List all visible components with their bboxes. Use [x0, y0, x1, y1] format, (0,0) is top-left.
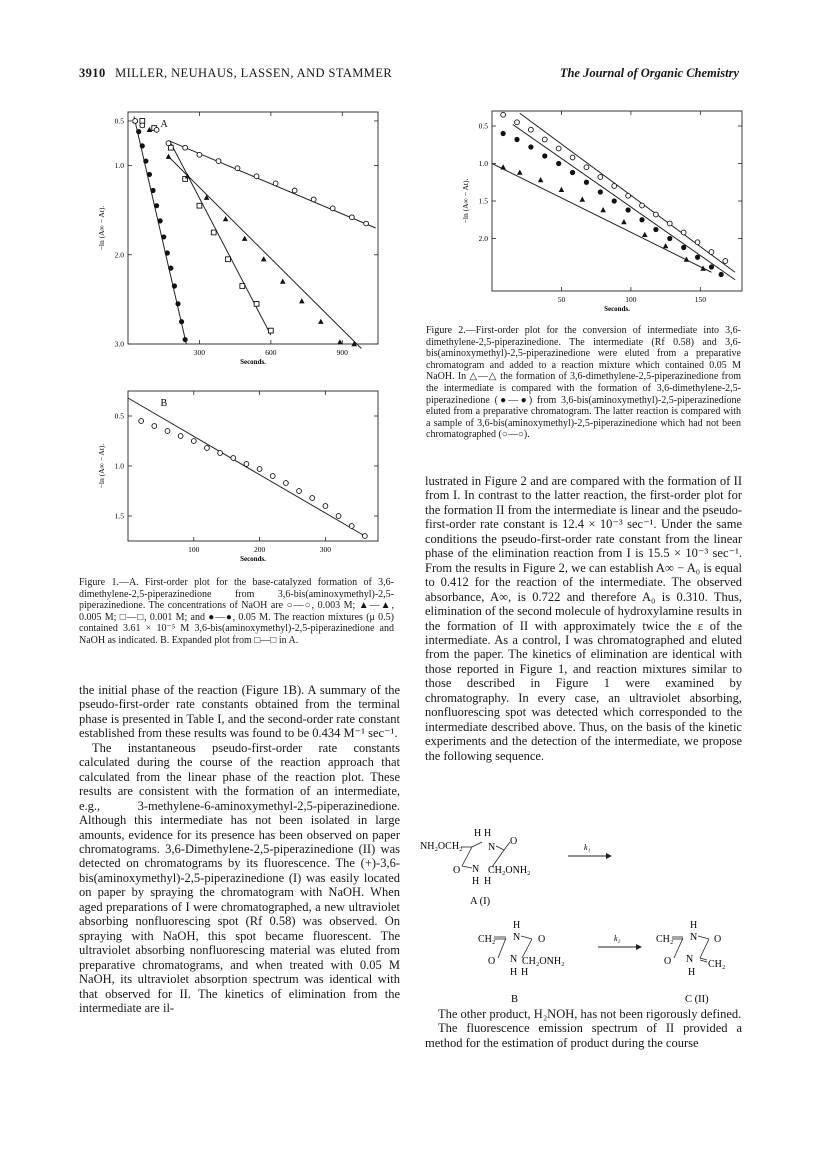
y-tick-label: 1.5: [478, 196, 488, 206]
data-point: [323, 504, 328, 509]
figure-2-chart: [448, 103, 748, 321]
structure-b-label: B: [511, 994, 519, 1005]
y-tick-label: 1.0: [478, 159, 488, 168]
atom-h: H: [474, 828, 482, 839]
atom-n: N: [513, 932, 521, 943]
data-point: [183, 145, 188, 150]
data-point: [136, 129, 141, 134]
panel-label: A: [160, 119, 168, 130]
data-point: [542, 137, 547, 142]
journal-title: The Journal of Organic Chemistry: [559, 66, 739, 80]
data-point: [559, 187, 565, 192]
y-tick-label: 0.5: [114, 116, 124, 126]
data-point: [280, 279, 286, 284]
data-point: [254, 301, 259, 306]
y-axis-label: −ln (A∞ − At).: [97, 443, 106, 489]
data-point: [147, 172, 152, 177]
data-point: [528, 144, 533, 149]
paragraph: lustrated in Figure 2 and are compared with the formation of II from I. In contrast to the latter reaction, the first-order plot for the formation II from the intermediate is linear and the pseudo-first-order rate constant is 12.4 × 10⁻³ sec⁻¹. Under the same conditions the pseudo-first-order rate constant from the linear phase of the elimination reaction from I is 15.5 × 10⁻³ sec⁻¹. From the results in Figure 2, we can establish A∞ − A₀ is equal to 0.412 for the reaction of the intermediate. The observed absorbance, A∞, is 0.722 and therefore A₀ is 0.310. Thus, elimination of the second molecule of hydroxylamine results in the formation of II with approximately twice the ε of the intermediate. As a control, I was chromatographed and eluted from the paper. The kinetics of elimination are identical with those reported in Figure 1, and reaction mixtures similar to those described in Figure 1 were examined by chromatography. In every case, an ultraviolet absorbing, nonfluorescing spot was detected which corresponded to the intermediate described above. Thus, on the basis of the kinetic experiments and the detection of the intermediate, we propose the following sequence.: [425, 474, 742, 763]
atom-o: O: [664, 956, 672, 967]
paragraph: The fluorescence emission spectrum of II provided a method for the estimation of product during the course: [425, 1021, 742, 1050]
data-point: [598, 189, 603, 194]
data-point: [183, 337, 188, 342]
data-point: [695, 240, 700, 245]
b-substituent-left: CH₂: [478, 934, 496, 945]
data-point: [570, 170, 575, 175]
atom-n: N: [686, 954, 694, 965]
paragraph: The instantaneous pseudo-first-order rate constants calculated during the course of the reaction approach that calculated from the linear phase of the reaction plot. These results are consistent with the formation of an intermediate, e.g., 3-methylene-6-aminoxymethyl-2,5-piperazinedione. Although this intermediate has not been isolated in large amounts, evidence for its presence has been observed on paper chromatograms. 3,6-Dimethylene-2,5-piperazinedione (II) was detected on chromatograms by its fluorescence. The (+)-3,6-bis(aminoxymethyl)-2,5-piperazinedione (I) was easily located on paper by spraying the chromatogram with NaOH. When aged preparations of I were chromatographed, a new ultraviolet absorbing nonfluorescing spot (Rf 0.58) was observed. On spraying with NaOH, this spot became fluorescent. The ultraviolet absorbing nonfluorescing material was eluted from preparative chromatograms, and when treated with 0.05 M NaOH, its ultraviolet absorption spectrum was identical with that observed for II. The kinetics of elimination from the intermediate are il-: [79, 740, 400, 1015]
data-point: [556, 161, 561, 166]
plot-frame: [128, 391, 378, 541]
right-column-text: [425, 474, 742, 763]
figure-2-caption: Figure 2.—First-order plot for the conversion of intermediate into 3,6-dimethylene-2,5-piperazinedione. The intermediate (Rf 0.58) and 3,6-bis(aminoxymethyl)-2,5-piperazinedione were eluted from a preparative chromatogram and added to a reaction mixture which contained 0.05 M NaOH. In △—△ the formation of 3,6-dimethylene-2,5-piperazinedione from the intermediate is compared with the formation of 3,6-dimethylene-2,5-piperazinedione (●—●) from 3,6-bis(aminoxymethyl)-2,5-piperazinedione eluted from a preparative chromatogram. The latter reaction is compared with a sample of 3,6-bis(aminoxymethyl)-2,5-piperazinedione which had not been chromatographed (○—○).: [426, 325, 741, 441]
running-header-left: [79, 66, 392, 81]
x-tick-label: 150: [694, 295, 706, 304]
data-point: [179, 319, 184, 324]
data-point: [143, 158, 148, 163]
atom-n: N: [510, 954, 518, 965]
fit-line: [492, 164, 711, 273]
y-axis-label: −ln (A∞ − At).: [461, 178, 470, 224]
atom-n: N: [472, 864, 480, 875]
data-point: [158, 218, 163, 223]
data-point: [695, 255, 700, 260]
structure-a-label: A (I): [470, 896, 491, 907]
paragraph: the initial phase of the reaction (Figure 1B). A summary of the pseudo-first-order rate constants obtained from the terminal phase is presented in Table I, and the second-order rate constant established from these results was found to be 0.434 M⁻¹ sec⁻¹.: [79, 683, 400, 741]
data-point: [600, 207, 606, 212]
data-point: [639, 217, 644, 222]
atom-h: H: [513, 920, 521, 931]
data-point: [254, 174, 259, 179]
y-axis-label: −ln (A∞ − At).: [97, 205, 106, 251]
y-tick-label: 2.0: [114, 250, 124, 260]
atom-h: H: [690, 920, 698, 931]
structure-c: [656, 920, 725, 1005]
data-point: [197, 152, 202, 157]
a-substituent-left: NH₂OCH₂: [420, 841, 463, 852]
data-point: [612, 184, 617, 189]
data-point: [579, 197, 585, 202]
data-point: [223, 216, 229, 221]
atom-h: H: [484, 828, 492, 839]
data-point: [133, 119, 138, 124]
data-point: [165, 429, 170, 434]
authors: MILLER, NEUHAUS, LASSEN, AND STAMMER: [115, 66, 393, 80]
structure-c-label: C (II): [685, 994, 709, 1005]
data-point: [584, 165, 589, 170]
atom-o: O: [453, 865, 461, 876]
right-column-text-bottom: [425, 1007, 742, 1050]
data-point: [667, 221, 672, 226]
data-point: [257, 467, 262, 472]
y-tick-label: 0.5: [478, 121, 488, 131]
data-point: [584, 180, 589, 185]
y-tick-label: 2.0: [478, 234, 488, 243]
data-point: [139, 419, 144, 424]
data-point: [318, 319, 324, 324]
data-point: [226, 257, 231, 262]
figure-1b-chart: [76, 383, 386, 575]
structure-b: [478, 920, 565, 1005]
data-point: [273, 181, 278, 186]
data-point: [292, 188, 297, 193]
data-point: [205, 446, 210, 451]
y-tick-label: 1.0: [114, 461, 124, 471]
fit-line: [513, 125, 735, 280]
y-tick-label: 3.0: [114, 339, 124, 349]
data-point: [310, 496, 315, 501]
b-substituent-right: CH₂ONH₂: [522, 956, 565, 967]
rate-constant-k1: k₁: [584, 843, 591, 852]
data-point: [626, 193, 631, 198]
a-substituent-right: CH₂ONH₂: [488, 865, 531, 876]
y-tick-label: 1.5: [114, 511, 124, 521]
arrow-k2: [598, 934, 642, 950]
data-point: [299, 298, 305, 303]
data-point: [719, 272, 724, 277]
data-point: [700, 266, 706, 271]
data-point: [681, 230, 686, 235]
data-point: [165, 250, 170, 255]
data-point: [349, 524, 354, 529]
atom-h: H: [484, 876, 492, 887]
data-point: [244, 462, 249, 467]
atom-o: O: [538, 934, 546, 945]
data-point: [514, 137, 519, 142]
atom-h: H: [510, 967, 518, 978]
data-point: [175, 301, 180, 306]
data-point: [154, 127, 159, 132]
atom-h: H: [688, 967, 696, 978]
data-point: [297, 489, 302, 494]
structure-a: [420, 828, 531, 907]
atom-o: O: [510, 836, 518, 847]
rate-constant-k2: k₂: [614, 934, 621, 943]
x-tick-label: 50: [557, 295, 566, 304]
left-column-text: [79, 683, 400, 1015]
data-point: [362, 534, 367, 539]
data-point: [556, 146, 561, 151]
figure-1-caption: Figure 1.—A. First-order plot for the base-catalyzed formation of 3,6-dimethylene-2,5-piperazinedione from 3,6-bis(aminoxymethyl)-2,5-piperazinedione. The concentrations of NaOH are ○—○, 0.003 M; ▲—▲, 0.005 M; □—□, 0.001 M; and ●—●, 0.05 M. The reaction mixtures (μ 0.5) contained 3.61 × 10⁻⁵ M 3,6-bis(aminoxymethyl)-2,5-piperazinedione and NaOH as indicated. B. Expanded plot from □—□ in A.: [79, 577, 394, 646]
y-tick-label: 1.0: [114, 161, 124, 171]
figure-1a-chart: [76, 108, 386, 388]
data-point: [191, 439, 196, 444]
data-point: [364, 221, 369, 226]
data-point: [653, 227, 658, 232]
plot-frame: [128, 112, 378, 344]
data-point: [140, 123, 145, 128]
data-point: [598, 175, 603, 180]
data-point: [626, 207, 631, 212]
x-tick-label: 600: [265, 348, 277, 357]
paragraph: The other product, H₂NOH, has not been rigorously defined.: [438, 1007, 742, 1021]
data-point: [150, 188, 155, 193]
data-point: [640, 203, 645, 208]
data-point: [166, 141, 171, 146]
y-tick-label: 0.5: [114, 411, 124, 421]
data-point: [231, 456, 236, 461]
data-point: [501, 131, 506, 136]
c-substituent-left: CH₂: [656, 934, 674, 945]
x-axis-label: Seconds.: [240, 358, 266, 366]
data-point: [642, 232, 648, 237]
data-point: [204, 195, 210, 200]
data-point: [311, 197, 316, 202]
data-point: [168, 145, 173, 150]
data-point: [270, 474, 275, 479]
x-tick-label: 300: [319, 545, 331, 554]
data-point: [283, 481, 288, 486]
data-point: [723, 259, 728, 264]
data-point: [240, 284, 245, 289]
arrow-k1: [568, 843, 612, 859]
data-point: [538, 177, 544, 182]
x-tick-label: 900: [336, 348, 348, 357]
atom-n: N: [488, 842, 496, 853]
atom-o: O: [714, 934, 722, 945]
x-axis-label: Seconds.: [604, 305, 630, 313]
data-point: [667, 236, 672, 241]
atom-n: N: [690, 932, 698, 943]
data-point: [216, 159, 221, 164]
atom-o: O: [488, 956, 496, 967]
fit-line: [168, 157, 361, 349]
data-point: [235, 166, 240, 171]
data-point: [542, 153, 547, 158]
data-point: [168, 266, 173, 271]
data-point: [172, 283, 177, 288]
data-point: [517, 170, 523, 175]
x-tick-label: 200: [253, 545, 266, 554]
data-point: [154, 203, 159, 208]
panel-label: B: [160, 398, 168, 409]
data-point: [261, 256, 267, 261]
reaction-scheme: [420, 822, 750, 1007]
data-point: [663, 243, 669, 248]
data-point: [197, 203, 202, 208]
data-point: [515, 120, 520, 125]
data-point: [621, 219, 627, 224]
data-point: [211, 230, 216, 235]
data-point: [218, 451, 223, 456]
data-point: [161, 234, 166, 239]
x-tick-label: 100: [188, 545, 200, 554]
data-point: [528, 127, 533, 132]
data-point: [242, 236, 248, 241]
data-point: [709, 250, 714, 255]
atom-h: H: [472, 876, 480, 887]
x-axis-label: Seconds.: [240, 555, 266, 563]
x-tick-label: 100: [625, 295, 637, 304]
data-point: [570, 155, 575, 160]
data-point: [140, 143, 145, 148]
data-point: [681, 245, 686, 250]
fit-line: [128, 398, 365, 536]
plot-frame: [492, 111, 742, 291]
data-point: [349, 215, 354, 220]
data-point: [268, 328, 273, 333]
data-point: [612, 198, 617, 203]
data-point: [166, 154, 172, 159]
data-point: [330, 206, 335, 211]
data-point: [337, 339, 343, 344]
c-substituent-right: CH₂: [708, 959, 726, 970]
page-number: 3910: [79, 66, 106, 80]
data-point: [336, 514, 341, 519]
x-tick-label: 300: [193, 348, 206, 357]
fit-line: [134, 116, 186, 344]
data-point: [709, 264, 714, 269]
atom-h: H: [521, 967, 529, 978]
data-point: [653, 212, 658, 217]
data-point: [152, 424, 157, 429]
data-point: [178, 434, 183, 439]
data-point: [501, 112, 506, 117]
data-point: [500, 164, 506, 169]
